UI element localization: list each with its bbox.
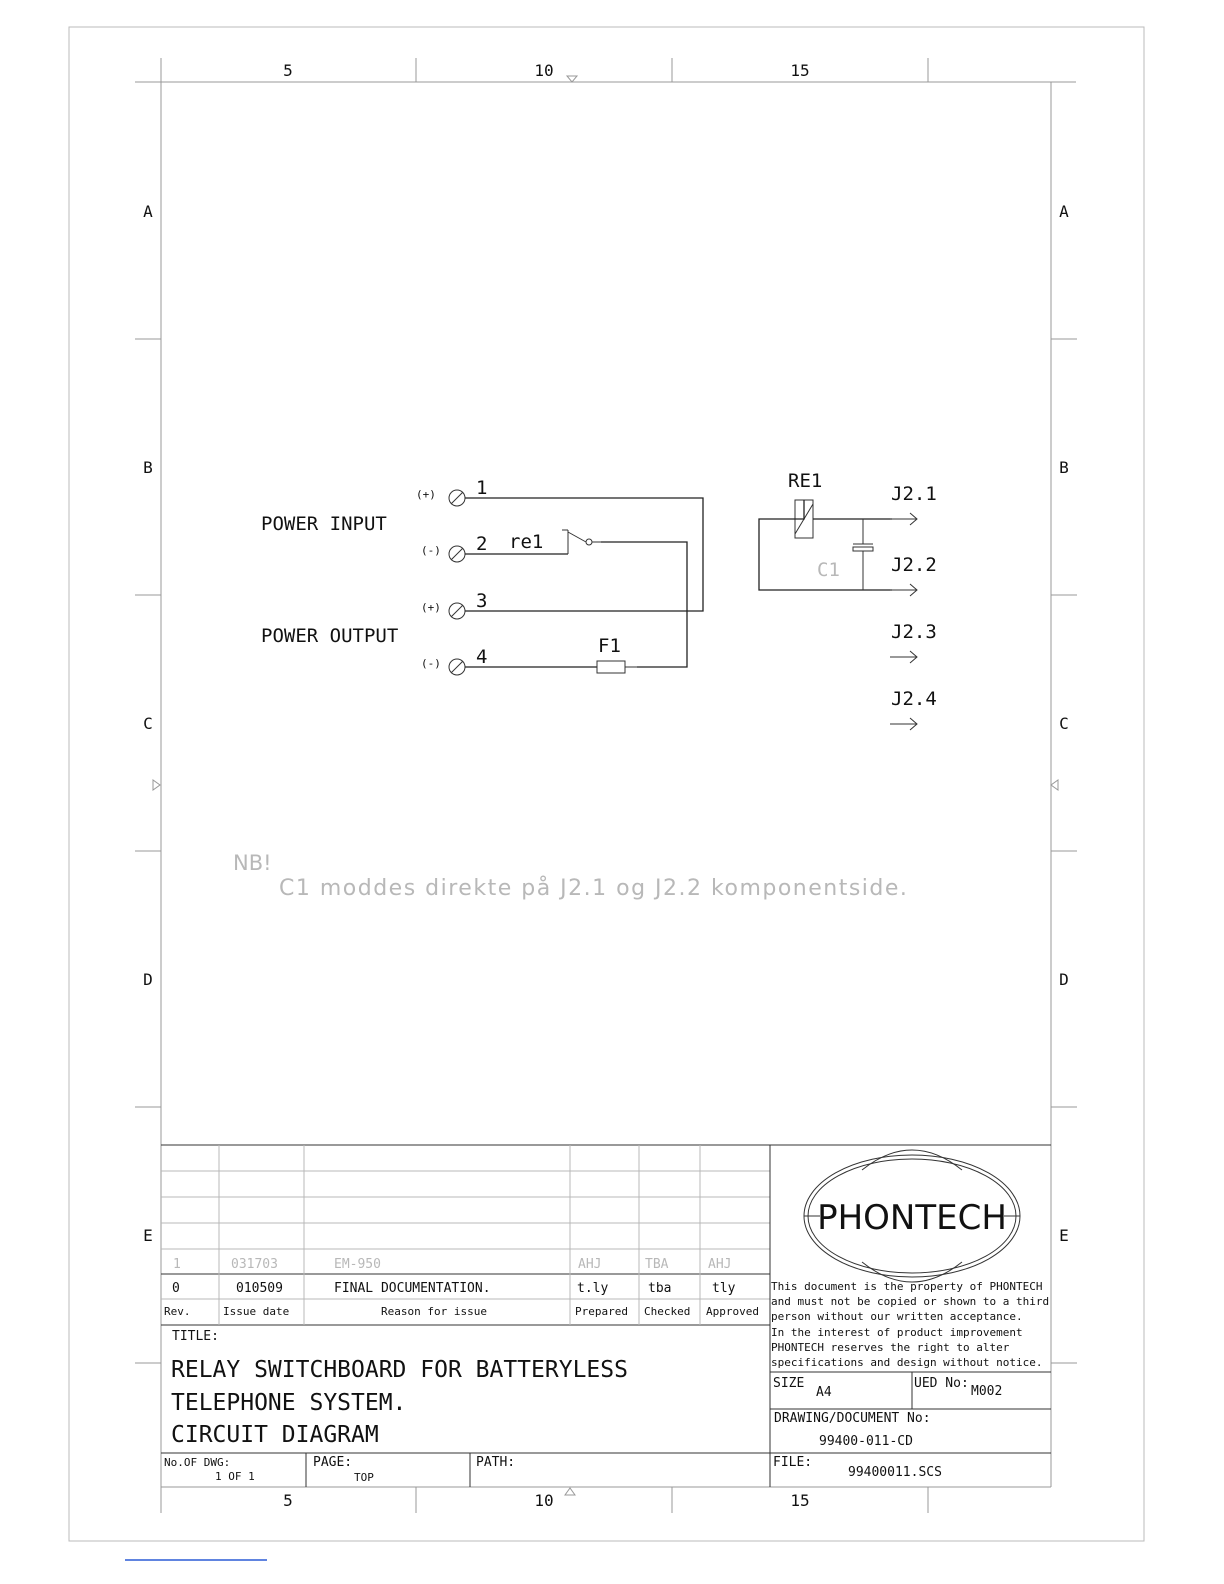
disclaimer-line: and must not be copied or shown to a third — [771, 1295, 1050, 1308]
zone-row-d: D — [143, 970, 153, 989]
arrow-right-icon — [890, 651, 917, 663]
disclaimer — [771, 1280, 1049, 1369]
zone-row-labels-left — [143, 202, 153, 1245]
header-checked: Checked — [644, 1305, 691, 1318]
rev-number: 1 — [173, 1257, 181, 1272]
fuse-f1 — [597, 635, 637, 673]
rev-number: 0 — [172, 1281, 180, 1296]
zone-row-c: C — [1059, 714, 1069, 733]
terminal-2 — [421, 533, 487, 562]
rev-prepared: AHJ — [578, 1257, 602, 1272]
revision-headers — [164, 1305, 759, 1318]
zone-col-10: 10 — [534, 1491, 554, 1510]
zone-col-15: 15 — [790, 1491, 810, 1510]
arrow-right-icon — [890, 718, 917, 730]
zone-row-b: B — [143, 458, 153, 477]
ued-label: UED No: — [914, 1376, 969, 1391]
terminal-polarity: (+) — [421, 601, 441, 614]
connector-label: J2.4 — [891, 688, 937, 710]
ued-value: M002 — [971, 1384, 1003, 1399]
zone-col-10: 10 — [534, 61, 554, 80]
terminal-1 — [416, 477, 487, 506]
document-fields — [773, 1376, 1002, 1480]
connector-label: J2.3 — [891, 621, 937, 643]
power-output-label: POWER OUTPUT — [261, 625, 399, 647]
rev-checked: tba — [648, 1281, 672, 1296]
rev-reason: EM-950 — [334, 1257, 381, 1272]
connector-j2-1 — [890, 483, 937, 525]
terminal-polarity: (-) — [421, 544, 441, 557]
zone-row-c: C — [143, 714, 153, 733]
terminal-number: 4 — [476, 646, 488, 668]
header-rev: Rev. — [164, 1305, 191, 1318]
header-prepared: Prepared — [575, 1305, 628, 1318]
zone-col-5: 5 — [283, 61, 293, 80]
size-label: SIZE — [773, 1376, 805, 1391]
no-of-dwg-label: No.OF DWG: — [164, 1456, 231, 1469]
rev-date: 031703 — [231, 1257, 278, 1272]
relay-label: RE1 — [788, 470, 823, 492]
revision-row-0 — [172, 1281, 736, 1296]
relay-contact-re1 — [509, 530, 601, 554]
terminal-polarity: (-) — [421, 657, 441, 670]
rev-date: 010509 — [236, 1281, 283, 1296]
note-heading: NB! — [233, 851, 272, 875]
rev-prepared: t.ly — [577, 1281, 609, 1296]
drawing-number-value: 99400-011-CD — [819, 1434, 913, 1449]
title-line-3: CIRCUIT DIAGRAM — [171, 1422, 379, 1448]
zone-row-d: D — [1059, 970, 1069, 989]
zone-row-b: B — [1059, 458, 1069, 477]
disclaimer-line: In the interest of product improvement — [771, 1326, 1023, 1339]
connector-j2-4 — [890, 688, 937, 730]
no-of-dwg-value: 1 OF 1 — [215, 1470, 255, 1483]
fuse-label: F1 — [598, 635, 621, 657]
rev-approved: AHJ — [708, 1257, 732, 1272]
zone-column-labels-top — [283, 61, 809, 80]
title-label: TITLE: — [172, 1329, 219, 1344]
arrow-right-icon — [890, 584, 917, 596]
terminal-number: 2 — [476, 533, 488, 555]
connector-label: J2.1 — [891, 483, 937, 505]
rev-reason: FINAL DOCUMENTATION. — [334, 1281, 491, 1296]
zone-column-labels-bottom — [283, 1491, 809, 1510]
disclaimer-line: specifications and design without notice. — [771, 1356, 1043, 1369]
zone-row-a: A — [143, 202, 153, 221]
zone-row-labels-right — [1059, 202, 1069, 1245]
logo-text: PHONTECH — [817, 1198, 1007, 1238]
terminal-number: 3 — [476, 590, 488, 612]
note-text: C1 moddes direkte på J2.1 og J2.2 komponentside. — [279, 876, 909, 901]
connector-j2-3 — [890, 621, 937, 663]
drawing-number-label: DRAWING/DOCUMENT No: — [774, 1411, 931, 1426]
connector-j2-2 — [890, 554, 937, 596]
sheet-info — [164, 1455, 515, 1484]
drawing-title — [171, 1329, 628, 1448]
power-input-label: POWER INPUT — [261, 513, 387, 535]
connector-label: J2.2 — [891, 554, 937, 576]
zone-col-5: 5 — [283, 1491, 293, 1510]
rev-approved: tly — [712, 1281, 736, 1296]
header-approved: Approved — [706, 1305, 759, 1318]
disclaimer-line: person without our written acceptance. — [771, 1310, 1023, 1323]
revision-row-1 — [173, 1257, 731, 1272]
zone-row-e: E — [1059, 1226, 1069, 1245]
page-label: PAGE: — [313, 1455, 353, 1470]
zone-row-a: A — [1059, 202, 1069, 221]
capacitor-label: C1 — [817, 559, 840, 581]
disclaimer-line: This document is the property of PHONTECH — [771, 1280, 1043, 1293]
schematic — [261, 470, 937, 730]
title-line-2: TELEPHONE SYSTEM. — [171, 1390, 407, 1416]
terminal-number: 1 — [476, 477, 488, 499]
phontech-logo — [804, 1150, 1020, 1282]
terminal-polarity: (+) — [416, 488, 436, 501]
header-reason: Reason for issue — [381, 1305, 487, 1318]
arrow-right-icon — [890, 513, 917, 525]
terminal-3 — [421, 590, 487, 619]
rev-checked: TBA — [645, 1257, 669, 1272]
assembly-note — [233, 851, 908, 901]
header-date: Issue date — [223, 1305, 290, 1318]
path-label: PATH: — [476, 1455, 516, 1470]
file-value: 99400011.SCS — [848, 1465, 942, 1480]
zone-row-e: E — [143, 1226, 153, 1245]
terminal-4 — [421, 646, 487, 675]
capacitor-c1 — [817, 519, 873, 590]
size-value: A4 — [816, 1385, 832, 1400]
disclaimer-line: PHONTECH reserves the right to alter — [771, 1341, 1010, 1354]
title-line-1: RELAY SWITCHBOARD FOR BATTERYLESS — [171, 1357, 628, 1383]
zone-col-15: 15 — [790, 61, 810, 80]
relay-contact-label: re1 — [509, 531, 544, 553]
page-value: TOP — [354, 1471, 374, 1484]
file-label: FILE: — [773, 1455, 813, 1470]
